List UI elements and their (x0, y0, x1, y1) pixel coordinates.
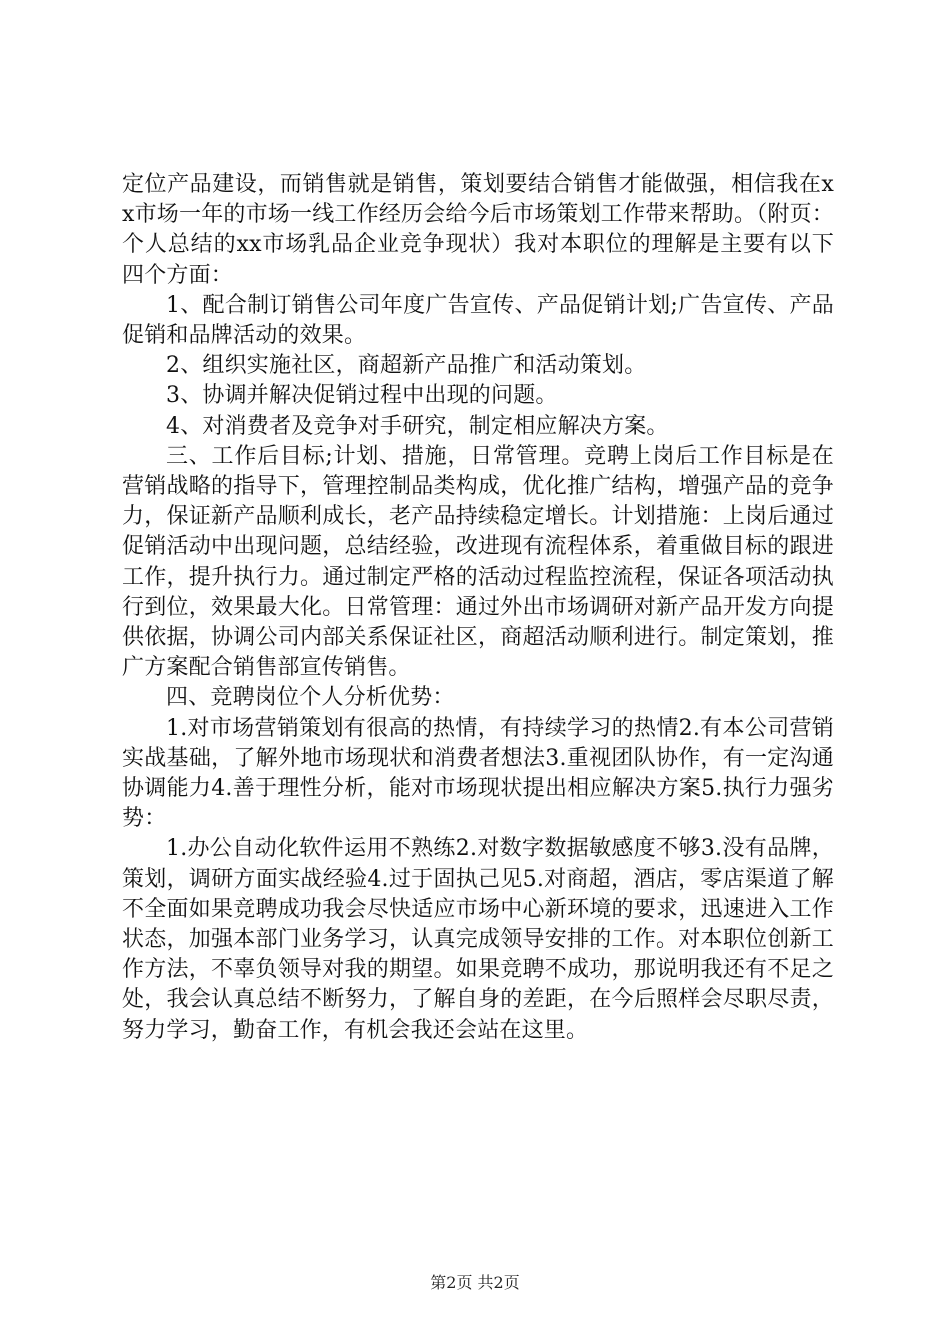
paragraph-section-three: 三、工作后目标;计划、措施，日常管理。竞聘上岗后工作目标是在营销战略的指导下，管理控制品类构成，优化推广结构，增强产品的竞争力，保证新产品顺利成长，老产品持续稳定增长。计划措施：上岗后通过促销活动中出现问题，总结经验，改进现有流程体系，着重做目标的跟进工作，提升执行力。通过制定严格的活动过程监控流程，保证各项活动执行到位，效果最大化。日常管理：通过外出市场调研对新产品开发方向提供依据，协调公司内部关系保证社区，商超活动顺利进行。制定策划，推广方案配合销售部宣传销售。 (122, 443, 834, 681)
paragraph-weaknesses: 1.办公自动化软件运用不熟练2.对数字数据敏感度不够3.没有品牌，策划，调研方面实战经验4.过于固执己见5.对商超，酒店，零店渠道了解不全面如果竞聘成功我会尽快适应市场中心新环境的要求，迅速进入工作状态，加强本部门业务学习，认真完成领导安排的工作。对本职位创新工作方法，不辜负领导对我的期望。如果竞聘不成功，那说明我还有不足之处，我会认真总结不断努力，了解自身的差距，在今后照样会尽职尽责，努力学习，勤奋工作，有机会我还会站在这里。 (122, 836, 834, 1043)
page-footer (0, 1272, 950, 1294)
paragraph-item-4: 4、对消费者及竞争对手研究，制定相应解决方案。 (166, 413, 669, 439)
paragraph-item-1: 1、配合制订销售公司年度广告宣传、产品促销计划;广告宣传、产品促销和品牌活动的效果。 (122, 292, 834, 349)
paragraph-item-3: 3、协调并解决促销过程中出现的问题。 (166, 383, 558, 409)
document-body (122, 170, 834, 1046)
page-number-label: 第2页 共2页 (430, 1273, 520, 1292)
paragraph-section-four: 四、竞聘岗位个人分析优势： (166, 685, 455, 711)
paragraph-intro: 定位产品建设，而销售就是销售，策划要结合销售才能做强，相信我在xx市场一年的市场一线工作经历会给今后市场策划工作带来帮助。（附页：个人总结的xx市场乳品企业竞争现状）我对本职位的理解是主要有以下四个方面： (122, 172, 835, 288)
paragraph-strengths: 1.对市场营销策划有很高的热情，有持续学习的热情2.有本公司营销实战基础，了解外地市场现状和消费者想法3.重视团队协作，有一定沟通协调能力4.善于理性分析，能对市场现状提出相应解决方案5.执行力强劣势： (122, 715, 834, 832)
paragraph-item-2: 2、组织实施社区，商超新产品推广和活动策划。 (166, 353, 647, 379)
